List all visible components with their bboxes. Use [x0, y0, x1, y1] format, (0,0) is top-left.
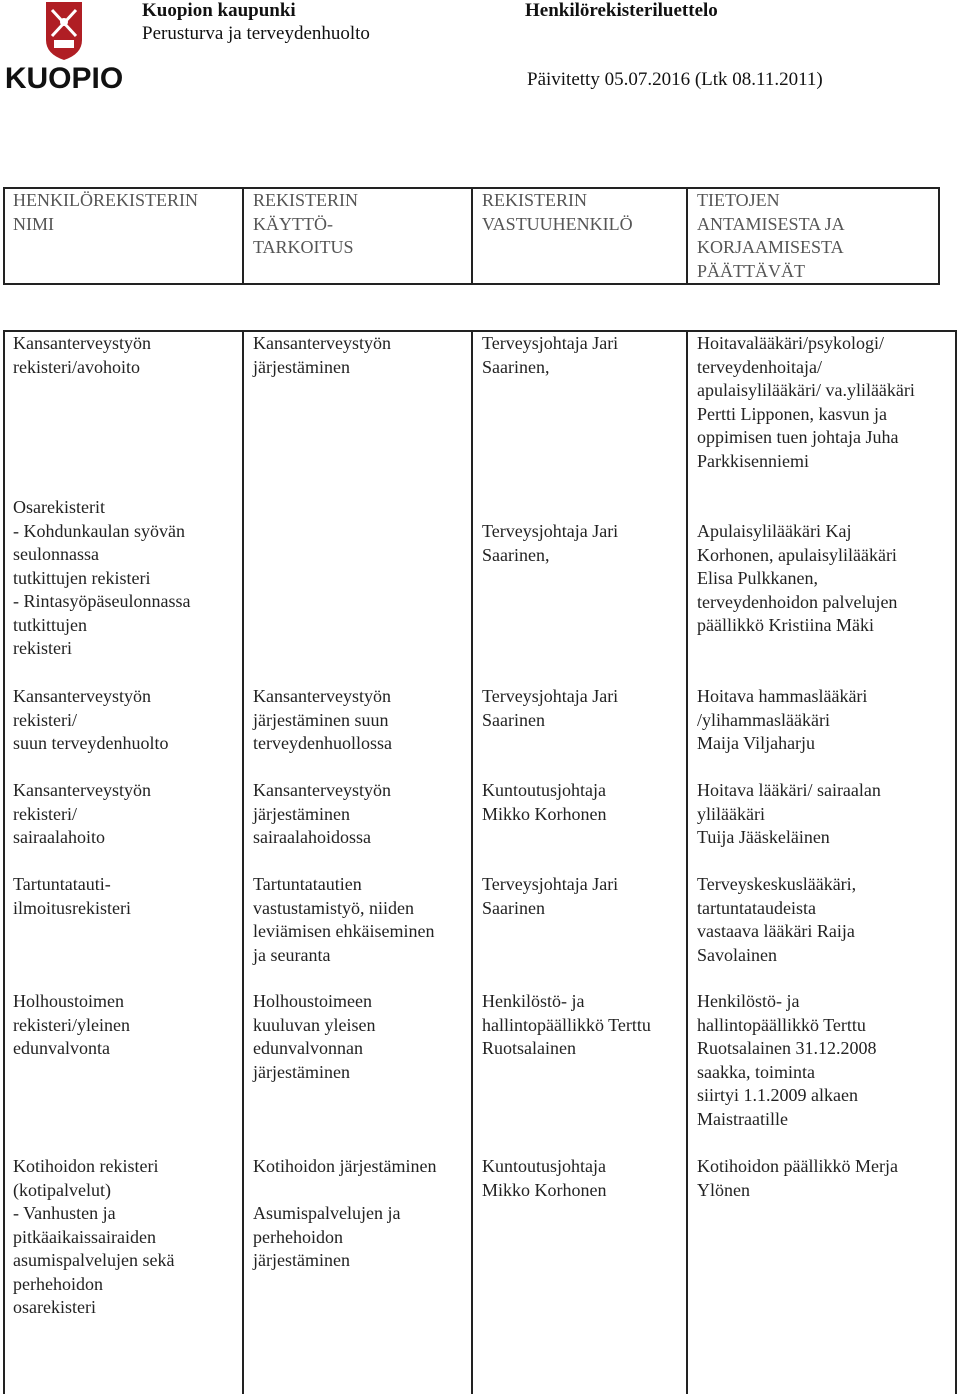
table-left-border — [3, 187, 5, 285]
table-cell-decision-makers: Kotihoidon päällikkö Merja Ylönen — [697, 1156, 898, 1200]
table-right-border — [938, 187, 940, 285]
table-cell-register-name: Kansanterveystyön rekisteri/avohoito — [13, 333, 151, 377]
body-column-divider-3 — [686, 330, 688, 1394]
body-column-divider-1 — [242, 330, 244, 1394]
table-cell-responsible: Terveysjohtaja Jari Saarinen, — [482, 333, 619, 377]
table-cell-decision-makers: Hoitavalääkäri/psykologi/ terveydenhoitaja/ apulaisylilääkäri/ va.ylilääkäri Pertti Lipponen, kasvun ja oppimisen tuen johtaja Juha Parkkisenniemi — [697, 333, 915, 471]
table-cell-decision-makers: Henkilöstö- ja hallintopäällikkö Terttu Ruotsalainen 31.12.2008 saakka, toiminta siirtyi 1.1.2009 alkaen Maistraatille — [697, 991, 877, 1129]
table-cell-decision-makers: Terveyskeskuslääkäri, tartuntataudeista vastaava lääkäri Raija Savolainen — [697, 874, 857, 965]
table-cell-purpose: Kansanterveystyön järjestäminen — [253, 333, 391, 377]
updated-date: Päivitetty 05.07.2016 (Ltk 08.11.2011) — [527, 69, 823, 90]
table-cell-register-name: Osarekisterit - Kohdunkaulan syövän seulonnassa tutkittujen rekisteri - Rintasyöpäseulonnassa tutkittujen rekisteri — [13, 497, 191, 658]
table-cell-responsible: Henkilöstö- ja hallintopäällikkö Terttu Ruotsalainen — [482, 991, 651, 1058]
table-column-divider-1 — [242, 187, 244, 285]
table-cell-purpose: Kotihoidon järjestäminen Asumispalvelujen ja perhehoidon järjestäminen — [253, 1156, 437, 1270]
column-header-responsible: REKISTERIN VASTUUHENKILÖ — [482, 190, 633, 234]
table-cell-register-name: Holhoustoimen rekisteri/yleinen edunvalvonta — [13, 991, 130, 1058]
table-cell-decision-makers: Hoitava lääkäri/ sairaalan ylilääkäri Tuija Jääskeläinen — [697, 780, 881, 847]
table-cell-responsible: Terveysjohtaja Jari Saarinen, — [482, 521, 619, 565]
org-subtitle: Perusturva ja terveydenhuolto — [142, 23, 370, 44]
table-cell-decision-makers: Hoitava hammaslääkäri /ylihammaslääkäri Maija Viljaharju — [697, 686, 868, 753]
table-cell-register-name: Tartuntatauti- ilmoitusrekisteri — [13, 874, 131, 918]
table-cell-responsible: Kuntoutusjohtaja Mikko Korhonen — [482, 1156, 607, 1200]
table-cell-responsible: Kuntoutusjohtaja Mikko Korhonen — [482, 780, 607, 824]
document-title: Henkilörekisteriluettelo — [525, 0, 718, 21]
svg-text:KUOPIO: KUOPIO — [4, 62, 124, 95]
table-cell-purpose: Kansanterveystyön järjestäminen suun terveydenhuollossa — [253, 686, 392, 753]
table-cell-purpose: Holhoustoimeen kuuluvan yleisen edunvalvonnan järjestäminen — [253, 991, 376, 1082]
column-header-purpose: REKISTERIN KÄYTTÖ- TARKOITUS — [253, 190, 358, 257]
table-cell-purpose: Tartuntatautien vastustamistyö, niiden leviämisen ehkäiseminen ja seuranta — [253, 874, 435, 965]
table-cell-responsible: Terveysjohtaja Jari Saarinen — [482, 874, 619, 918]
table-cell-register-name: Kotihoidon rekisteri (kotipalvelut) - Vanhusten ja pitkäaikaissairaiden asumispalvelujen sekä perhehoidon osarekisteri — [13, 1156, 175, 1317]
body-right-border — [955, 330, 957, 1394]
body-left-border — [3, 330, 5, 1394]
column-header-name: HENKILÖREKISTERIN NIMI — [13, 190, 198, 234]
body-column-divider-2 — [471, 330, 473, 1394]
column-header-decision-makers: TIETOJEN ANTAMISESTA JA KORJAAMISESTA PÄÄTTÄVÄT — [697, 190, 845, 281]
kuopio-logo — [4, 0, 124, 98]
table-column-divider-2 — [471, 187, 473, 285]
table-column-divider-3 — [686, 187, 688, 285]
table-cell-register-name: Kansanterveystyön rekisteri/ suun terveydenhuolto — [13, 686, 169, 753]
table-cell-responsible: Terveysjohtaja Jari Saarinen — [482, 686, 619, 730]
org-name: Kuopion kaupunki — [142, 0, 296, 21]
table-cell-register-name: Kansanterveystyön rekisteri/ sairaalahoito — [13, 780, 151, 847]
table-cell-decision-makers: Apulaisylilääkäri Kaj Korhonen, apulaisylilääkäri Elisa Pulkkanen, terveydenhoidon palvelujen päällikkö Kristiina Mäki — [697, 521, 898, 635]
table-cell-purpose: Kansanterveystyön järjestäminen sairaalahoidossa — [253, 780, 391, 847]
